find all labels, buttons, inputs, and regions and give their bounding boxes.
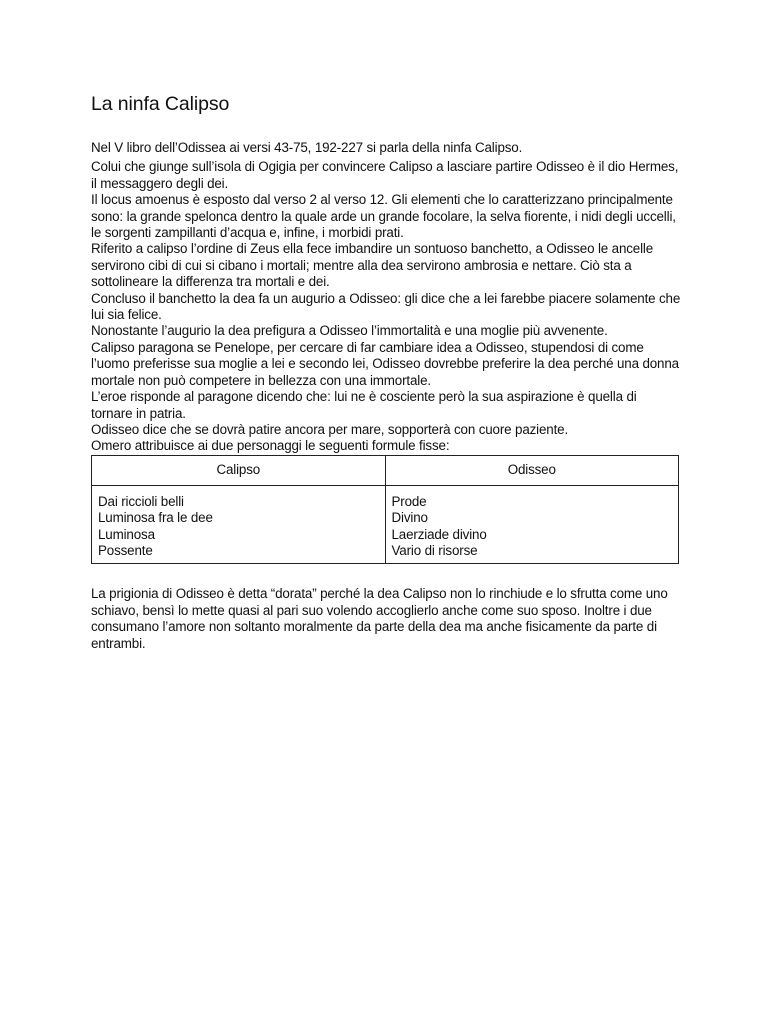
formula-item: Luminosa fra le dee [98, 510, 213, 526]
paragraph-risposta: L’eroe risponde al paragone dicendo che: lui ne è cosciente però la sua aspirazione è quella di tornare in patria. [91, 389, 637, 421]
formula-item: Dai riccioli belli [98, 493, 184, 509]
paragraph-immortalita: Nonostante l’augurio la dea prefigura a Odisseo l’immortalità e una moglie più avvenente. [91, 323, 608, 339]
table-header-odisseo: Odisseo [385, 455, 679, 485]
paragraph-intro: Nel V libro dell’Odissea ai versi 43-75, 192-227 si parla della ninfa Calipso. [91, 140, 523, 155]
paragraph-sopportazione: Odisseo dice che se dovrà patire ancora per mare, sopporterà con cuore paziente. [91, 421, 569, 437]
paragraph-locus-amoenus: Il locus amoenus è esposto dal verso 2 al verso 12. Gli elementi che lo caratterizzano principalmente sono: la grande spelonca dentro la quale arde un grande focolare, la selva fiorente, i nidi degli uccelli, le sorgenti zampillanti d’acqua e, infine, i morbidi prati. [91, 192, 676, 241]
paragraph-augurio: Concluso il banchetto la dea fa un augurio a Odisseo: gli dice che a lei farebbe piacere solamente che lui sia felice. [91, 290, 681, 323]
formula-item: Divino [391, 510, 428, 526]
paragraph-banchetto: Riferito a calipso l’ordine di Zeus ella fece imbandire un sontuoso banchetto, a Odisseo le ancelle servirono cibi di cui si cibano i mortali; mentre alla dea servirono ambrosia e nettare. Ciò sta a sottolineare la differenza tra mortali e dei. [91, 241, 654, 290]
paragraph-hermes: Colui che giunge sull’isola di Ogigia per convincere Calipso a lasciare partire Odisseo è il dio Hermes, il messaggero degli dei. [91, 159, 679, 191]
table-row [92, 485, 679, 564]
paragraph-prigionia: La prigionia di Odisseo è detta “dorata” perché la dea Calipso non lo rinchiude e lo sfrutta come uno schiavo, bensì lo mette quasi al pari suo volendo accoglierlo anche come suo sposo. Inoltre i due consumano l’amore non soltanto moralmente da parte della dea ma anche fisicamente da parte di entrambi. [91, 586, 668, 651]
formula-item: Prode [391, 493, 427, 509]
formula-item: Luminosa [98, 526, 155, 542]
table-cell-calipso-formule [92, 485, 386, 564]
formula-item: Possente [98, 542, 153, 558]
formula-item: Laerziade divino [391, 526, 487, 542]
document-page [91, 92, 681, 652]
formule-fisse-table [91, 455, 679, 565]
table-header-calipso: Calipso [92, 455, 386, 485]
table-header-row [92, 455, 679, 485]
table-cell-odisseo-formule [385, 485, 679, 564]
formula-item: Vario di risorse [391, 542, 478, 558]
paragraph-formule-intro: Omero attribuisce ai due personaggi le seguenti formule fisse: [91, 438, 450, 454]
paragraph-paragone: Calipso paragona se Penelope, per cercare di far cambiare idea a Odisseo, stupendosi di come l’uomo preferisse sua moglie a lei e secondo lei, Odisseo dovrebbe preferire la dea perché una donna mortale non può competere in bellezza con una immortale. [91, 339, 679, 388]
document-title: La ninfa Calipso [91, 93, 230, 115]
